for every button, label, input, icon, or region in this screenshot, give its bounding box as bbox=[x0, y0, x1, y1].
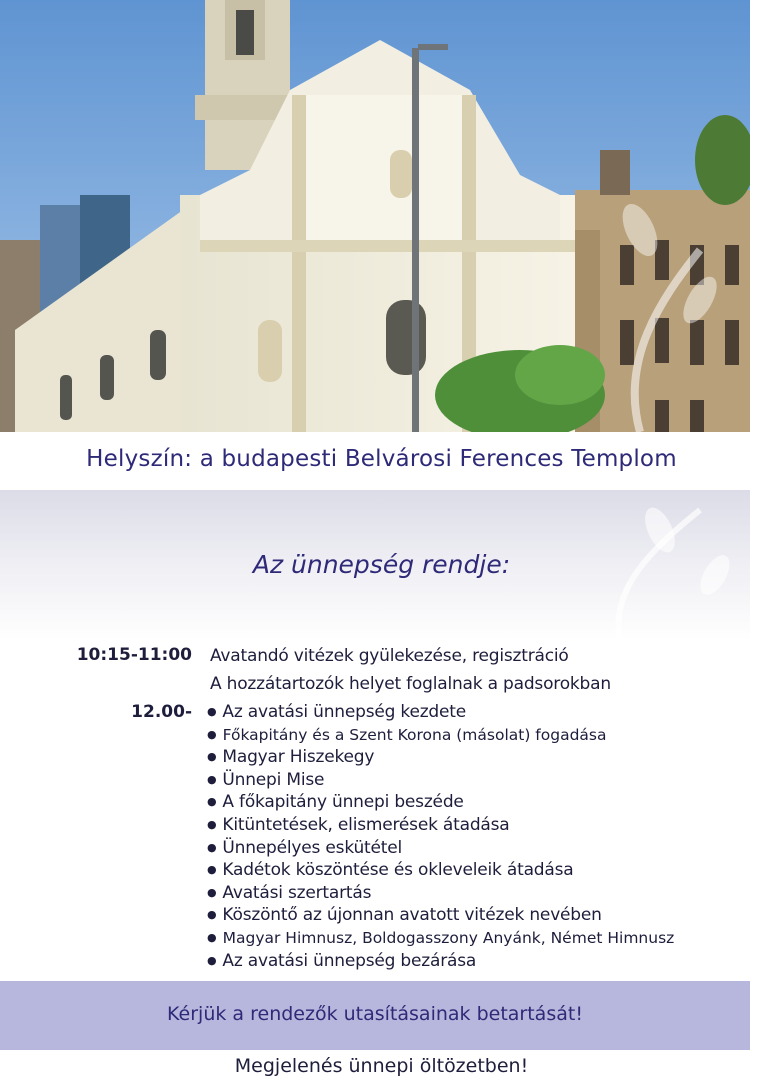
program-item: ● Kadétok köszöntése és okleveleik átadása bbox=[207, 859, 674, 882]
program-item: ● Főkapitány és a Szent Korona (másolat) fogadása bbox=[207, 724, 674, 747]
schedule-line: Avatandó vitézek gyülekezése, regisztráció bbox=[210, 646, 569, 666]
program-item: ● Magyar Himnusz, Boldogasszony Anyánk, Német Himnusz bbox=[207, 927, 674, 950]
notice-text: Kérjük a rendezők utasításainak betartását! bbox=[167, 1003, 583, 1025]
program-item: ● Ünnepi Mise bbox=[207, 769, 674, 792]
program-title: Az ünnepség rendje: bbox=[252, 550, 511, 579]
church-photo bbox=[0, 0, 750, 432]
program-item: ● Avatási szertartás bbox=[207, 882, 674, 905]
program-item: ● Kitüntetések, elismerések átadása bbox=[207, 814, 674, 837]
program-item: ● Az avatási ünnepség bezárása bbox=[207, 950, 674, 973]
program-item-list bbox=[207, 701, 674, 972]
schedule-time-2: 12.00- bbox=[131, 702, 192, 722]
schedule-line: A hozzátartozók helyet foglalnak a padsorokban bbox=[210, 674, 611, 694]
program-item: ● Az avatási ünnepség kezdete bbox=[207, 701, 674, 724]
program-item: ● Magyar Hiszekegy bbox=[207, 746, 674, 769]
program-item: ● Köszöntő az újonnan avatott vitézek nevében bbox=[207, 904, 674, 927]
schedule-time-1: 10:15-11:00 bbox=[76, 645, 192, 665]
program-item: ● A főkapitány ünnepi beszéde bbox=[207, 791, 674, 814]
dress-code-text: Megjelenés ünnepi öltözetben! bbox=[234, 1055, 529, 1077]
location-heading: Helyszín: a budapesti Belvárosi Ferences Templom bbox=[86, 446, 677, 472]
program-item: ● Ünnepélyes eskütétel bbox=[207, 837, 674, 860]
